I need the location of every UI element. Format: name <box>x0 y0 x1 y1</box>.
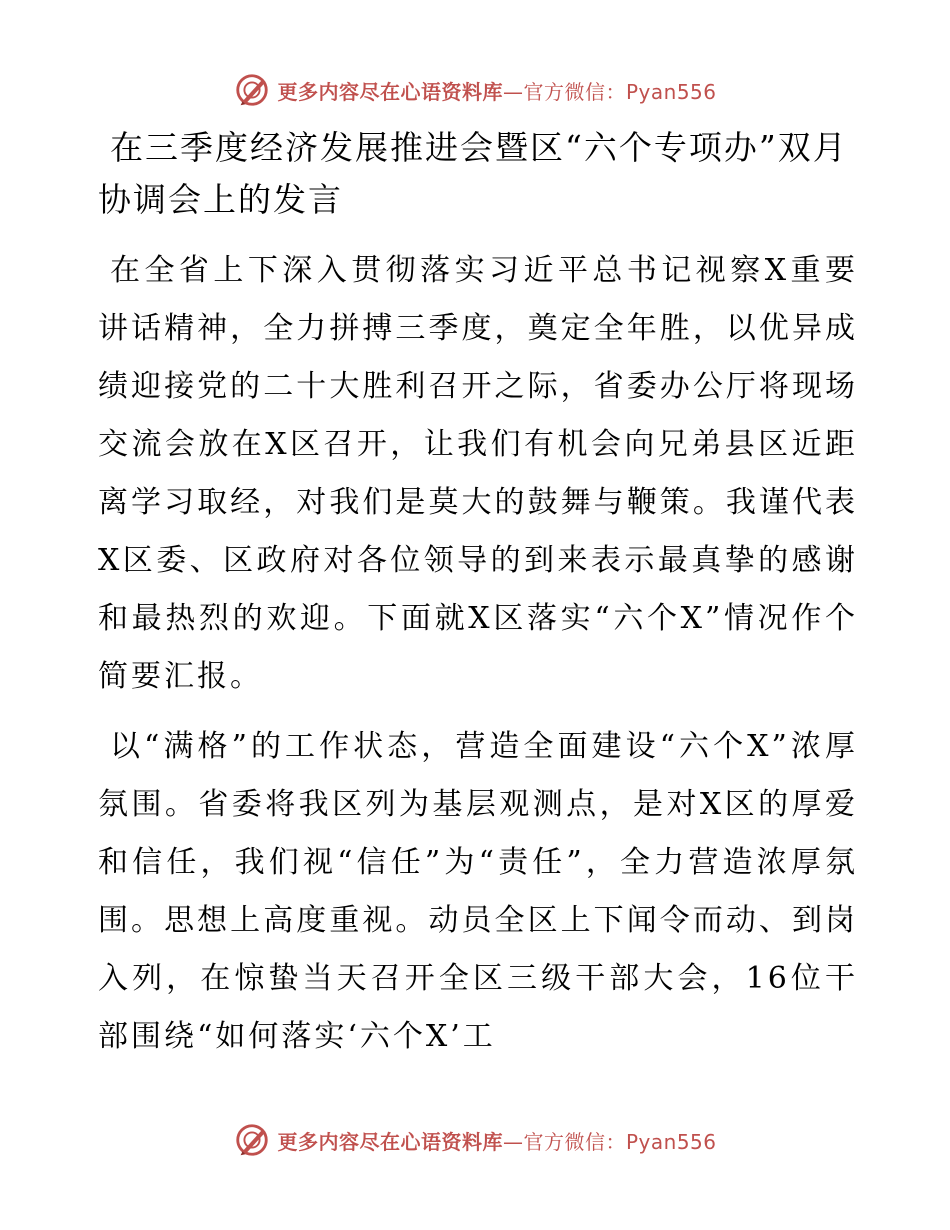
pen-logo-icon <box>233 1121 271 1159</box>
banner-text <box>277 76 716 105</box>
banner-dash: — <box>502 79 524 104</box>
header-banner <box>0 68 950 112</box>
banner-wechat-label: 官方微信： <box>523 79 626 104</box>
paragraph: 以“满格”的工作状态，营造全面建设“六个X”浓厚氛围。省委将我区列为基层观测点，是对X区的厚爱和信任，我们视“信任”为“责任”，全力营造浓厚氛围。思想上高度重视。动员全区上下闻令而动、到岗入列，在惊蛰当天召开全区三级干部大会，16位干部围绕“如何落实‘六个X’工 <box>98 729 858 1054</box>
banner-account: Pyan556 <box>625 79 717 104</box>
paragraph: 在全省上下深入贯彻落实习近平总书记视察X重要讲话精神，全力拼搏三季度，奠定全年胜，以优异成绩迎接党的二十大胜利召开之际，省委办公厅将现场交流会放在X区召开，让我们有机会向兄弟县区近距离学习取经，对我们是莫大的鼓舞与鞭策。我谨代表X区委、区政府对各位领导的到来表示最真挚的感谢和最热烈的欢迎。下面就X区落实“六个X”情况作个简要汇报。 <box>98 253 858 694</box>
banner-account: Pyan556 <box>625 1129 717 1154</box>
pen-logo-icon <box>233 71 271 109</box>
document-body <box>98 122 858 1078</box>
document-title: 在三季度经济发展推进会暨区“六个专项办”双月协调会上的发言 <box>98 128 848 219</box>
banner-main-text: 更多内容尽在心语资料库 <box>277 79 503 104</box>
footer-banner <box>0 1118 950 1162</box>
banner-dash: — <box>502 1129 524 1154</box>
banner-wechat-label: 官方微信： <box>523 1129 626 1154</box>
banner-text <box>277 1126 716 1155</box>
banner-main-text: 更多内容尽在心语资料库 <box>277 1129 503 1154</box>
